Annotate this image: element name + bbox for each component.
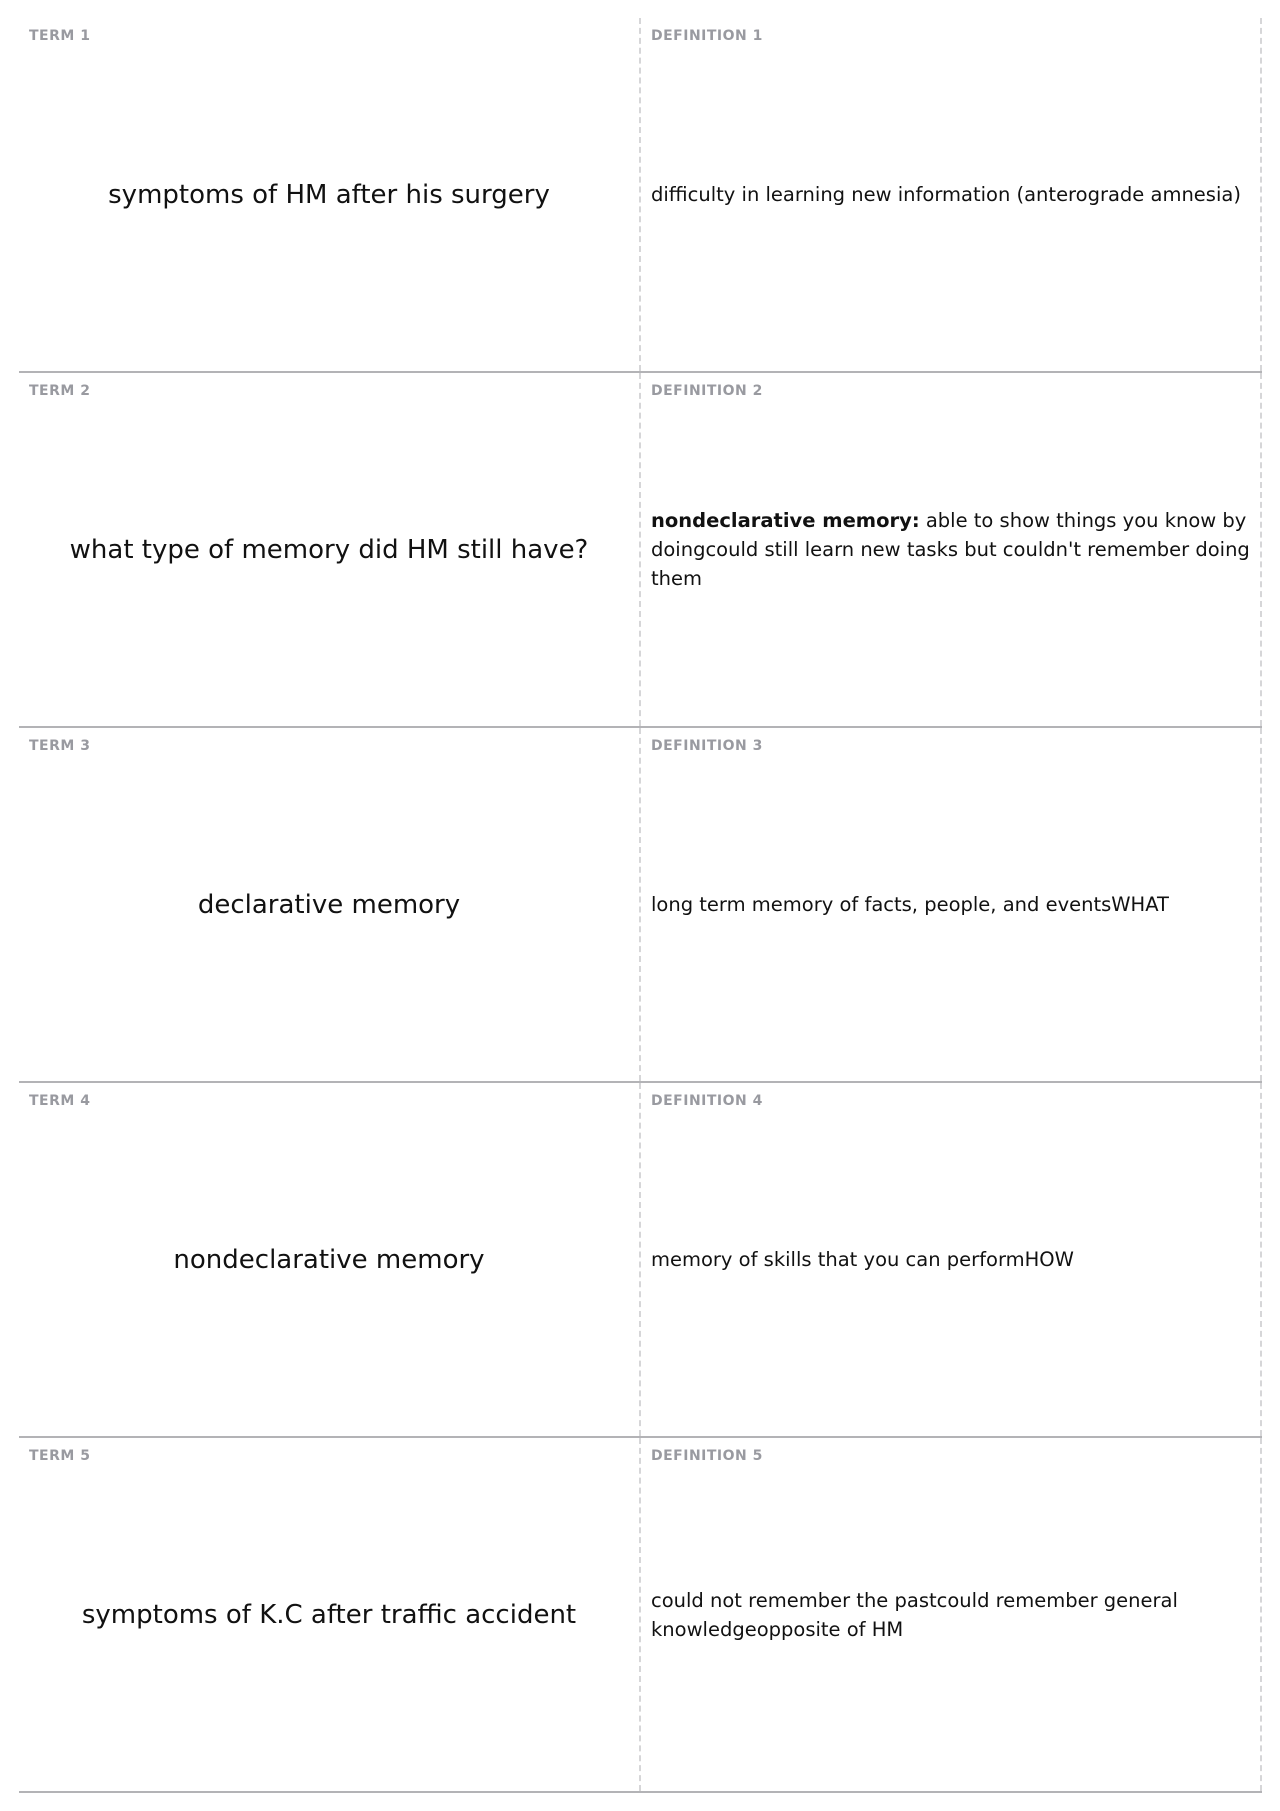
definition-label: DEFINITION 5: [651, 1448, 763, 1464]
term-label: TERM 4: [29, 1093, 91, 1109]
definition-label: DEFINITION 2: [651, 383, 763, 399]
definition-body: memory of skills that you can performHOW: [651, 1248, 1074, 1271]
term-text: what type of memory did HM still have?: [69, 534, 589, 565]
flashcard-row-4: [19, 1083, 1262, 1438]
term-label: TERM 3: [29, 738, 91, 754]
definition-text: [651, 890, 1169, 919]
definition-text: [651, 1586, 1250, 1644]
flashcard-row-5: [19, 1438, 1262, 1793]
term-text: declarative memory: [197, 889, 461, 920]
definition-text: [651, 506, 1250, 593]
definition-cell: [641, 18, 1262, 371]
definition-text: [651, 180, 1241, 209]
term-text: symptoms of K.C after traffic accident: [81, 1599, 577, 1630]
definition-cell: [641, 373, 1262, 726]
definition-body: could not remember the pastcould remember general knowledgeopposite of HM: [651, 1588, 1178, 1641]
term-cell: [19, 373, 641, 726]
definition-bold: nondeclarative memory:: [651, 509, 920, 532]
term-label: TERM 5: [29, 1448, 91, 1464]
term-text: nondeclarative memory: [173, 1244, 485, 1275]
definition-cell: [641, 728, 1262, 1081]
definition-body: long term memory of facts, people, and eventsWHAT: [651, 893, 1169, 916]
term-label: TERM 1: [29, 28, 91, 44]
flashcard-row-3: [19, 728, 1262, 1083]
flashcard-row-1: [19, 18, 1262, 373]
definition-label: DEFINITION 1: [651, 28, 763, 44]
term-label: TERM 2: [29, 383, 91, 399]
term-cell: [19, 728, 641, 1081]
definition-body: able to show things you know by doingcould still learn new tasks but couldn't remember doing them: [651, 509, 1250, 590]
term-cell: [19, 1083, 641, 1436]
term-text: symptoms of HM after his surgery: [108, 179, 550, 210]
term-cell: [19, 18, 641, 371]
term-cell: [19, 1438, 641, 1791]
definition-body: difficulty in learning new information (anterograde amnesia): [651, 183, 1241, 206]
flashcard-sheet: [19, 18, 1262, 1793]
definition-cell: [641, 1083, 1262, 1436]
definition-cell: [641, 1438, 1262, 1791]
definition-label: DEFINITION 3: [651, 738, 763, 754]
definition-text: [651, 1245, 1074, 1274]
flashcard-row-2: [19, 373, 1262, 728]
definition-label: DEFINITION 4: [651, 1093, 763, 1109]
